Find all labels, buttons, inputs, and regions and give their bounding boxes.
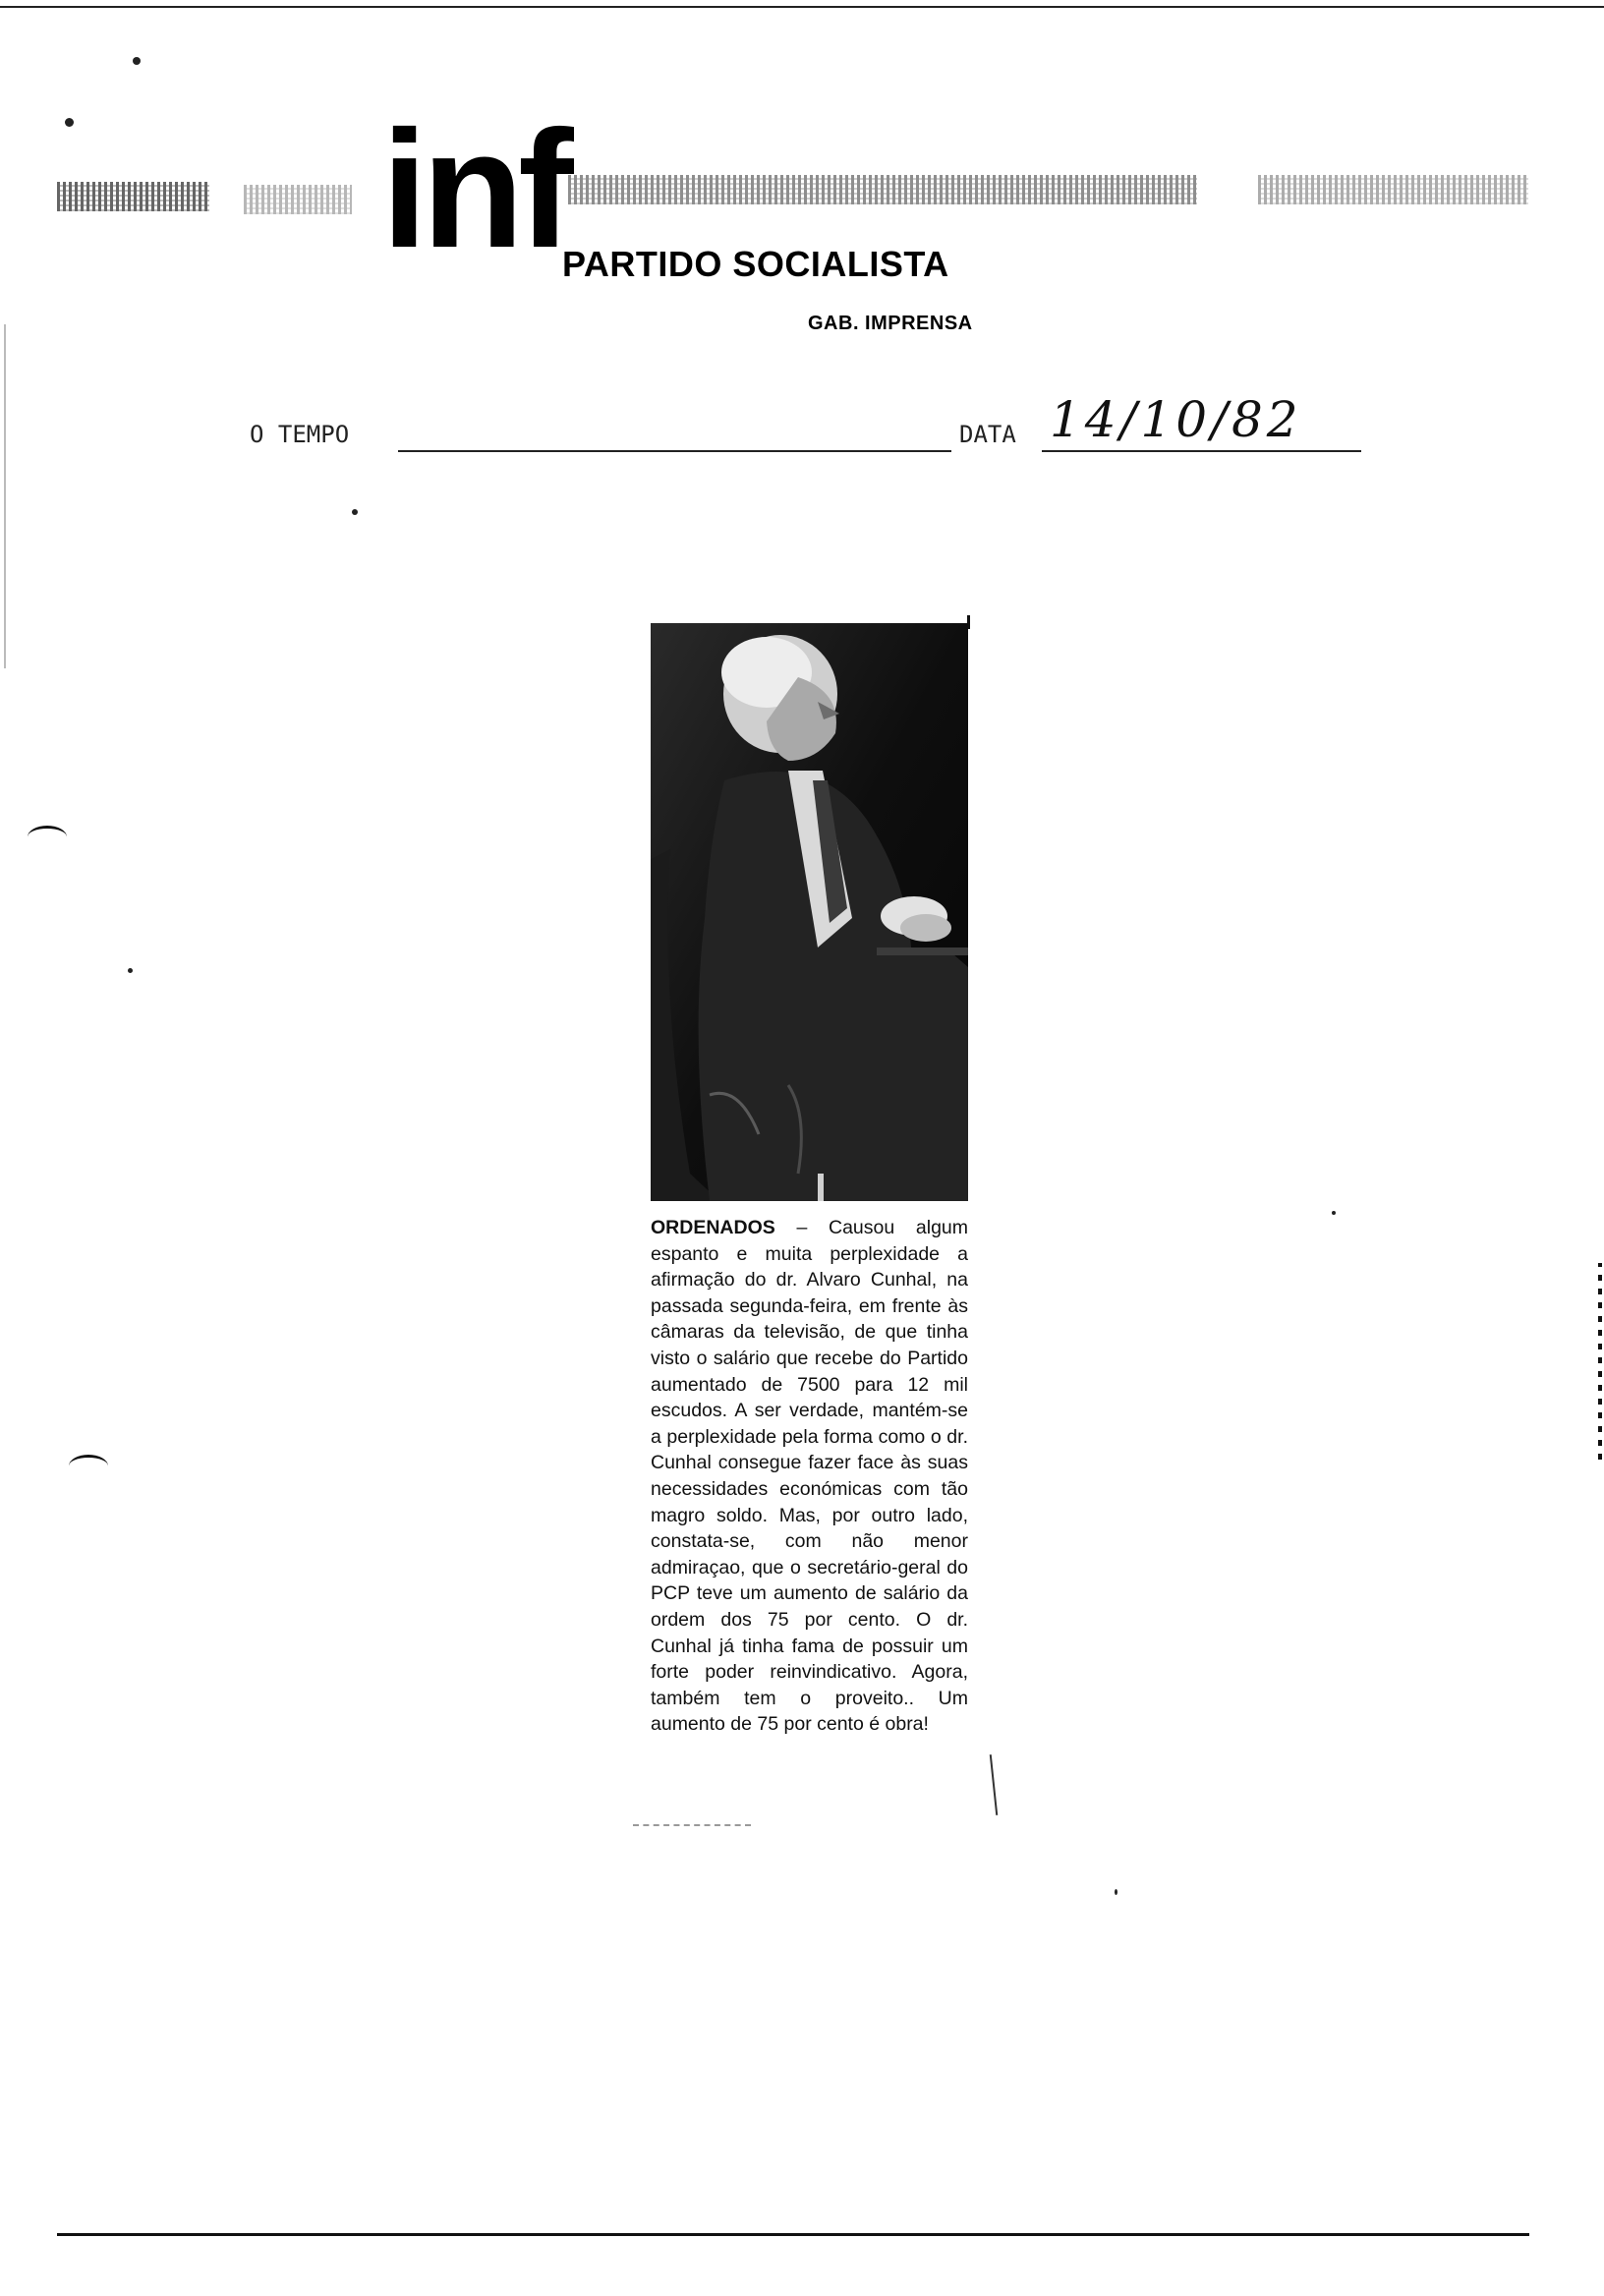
scan-speck bbox=[352, 509, 358, 515]
clipping-cut-line bbox=[990, 1754, 998, 1815]
scan-speck bbox=[65, 118, 74, 127]
scan-top-edge bbox=[0, 6, 1604, 8]
clipping-cut-mark bbox=[633, 1824, 751, 1826]
scan-speck bbox=[133, 57, 141, 65]
scan-mark bbox=[69, 1455, 108, 1477]
inf-logo: inf bbox=[381, 96, 568, 283]
halftone-band bbox=[1258, 175, 1528, 204]
article-body: – Causou algum espanto e muita perplexidade a afirmação do dr. Alvaro Cunhal, na passada segunda-feira, em frente às câmaras da televisão, de que tinha visto o salário que recebe do Partido aumentado de 7500 para 12 mil escudos. A ser verdade, mantém-se a perplexidade pela forma como o dr. Cunhal consegue fazer face às suas necessidades económicas com tão magro soldo. Mas, por outro lado, constata-se, com não menor admiraçao, que o secretário-geral do PCP teve um aumento de salário da ordem dos 75 por cento. O dr. Cunhal já tinha fama de possuir um forte poder reinvindicativo. Agora, também tem o proveito.. Um aumento de 75 por cento é obra! bbox=[651, 1217, 968, 1736]
scan-speck bbox=[128, 968, 133, 973]
article-kicker: ORDENADOS bbox=[651, 1217, 775, 1238]
halftone-band bbox=[244, 185, 352, 214]
handwritten-date: 14/10/82 bbox=[1050, 391, 1302, 448]
halftone-band bbox=[57, 182, 209, 211]
source-label: O TEMPO bbox=[250, 421, 350, 448]
party-name: PARTIDO SOCIALISTA bbox=[562, 244, 949, 284]
scan-speck bbox=[1332, 1211, 1336, 1215]
date-fill-line bbox=[1042, 450, 1361, 452]
halftone-band bbox=[568, 175, 1197, 204]
article-text bbox=[651, 1215, 968, 1738]
scan-speck bbox=[1115, 1889, 1117, 1895]
bottom-rule bbox=[57, 2233, 1529, 2236]
scan-left-edge bbox=[4, 324, 6, 668]
source-fill-line bbox=[398, 450, 951, 452]
press-office-label: GAB. IMPRENSA bbox=[808, 313, 973, 334]
scan-right-edge bbox=[1598, 1263, 1602, 1460]
portrait-photo bbox=[651, 623, 968, 1201]
date-label: DATA bbox=[959, 421, 1016, 448]
portrait-photo-icon bbox=[651, 623, 968, 1201]
scan-mark bbox=[28, 826, 67, 848]
